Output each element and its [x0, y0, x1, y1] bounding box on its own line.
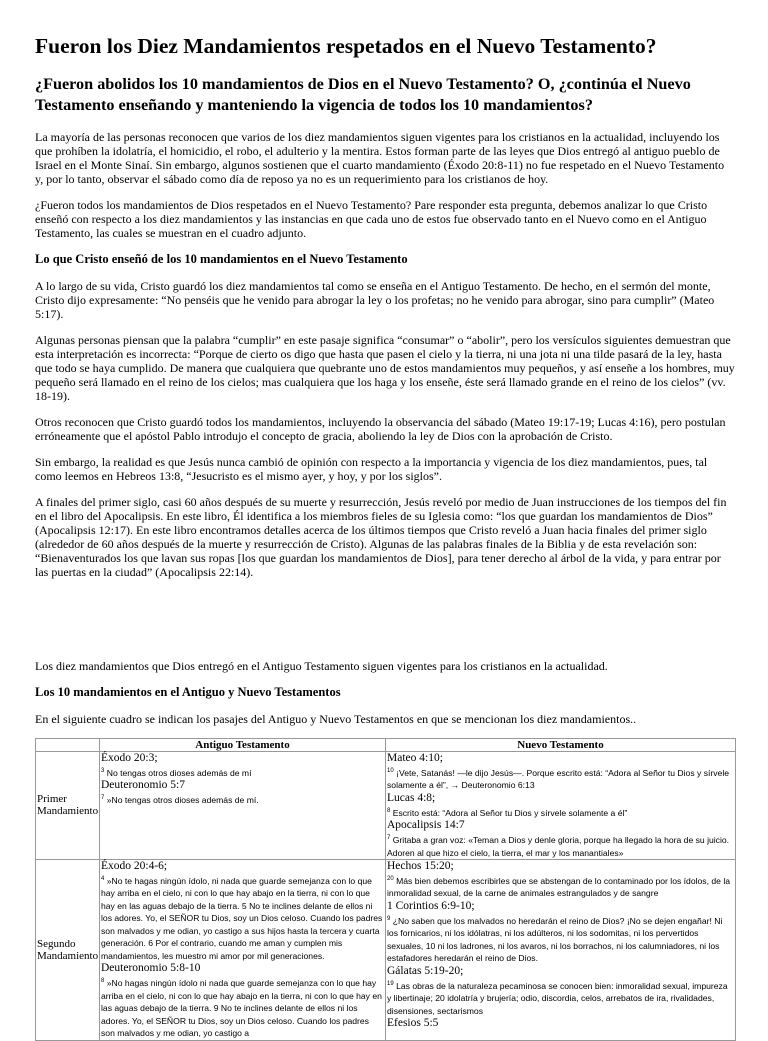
scripture-reference: Lucas 4:8; — [387, 791, 436, 804]
verse-number: 19 — [387, 980, 394, 987]
verse-text — [101, 873, 384, 962]
table-intro: En el siguiente cuadro se indican los pasajes del Antiguo y Nuevo Testamentos en que se mencionan los diez mandamientos.. — [35, 711, 637, 726]
intro-paragraph: La mayoría de las personas reconocen que varios de los diez mandamientos siguen vigentes para los cristianos en la actualidad, incluyendo los que prohíben la idolatría, el homicidio, el robo, el adulterio y la mentira. Estos forman parte de las leyes que Dios entregó al antiguo pueblo de Israel en el Monte Sinaí. Sin embargo, algunos sostienen que el cuarto mandamiento (Éxodo 20:8-11) no fue respetado en el Nuevo Testamento y, por lo tanto, observar el sábado como día de reposo ya no es un requerimiento para los cristianos de hoy. — [35, 129, 725, 186]
old-testament-cell — [100, 751, 386, 859]
table-row — [36, 860, 736, 1041]
body-paragraph: Algunas personas piensan que la palabra “cumplir” en este pasaje significa “consumar” o “abolir”, pero los versículos siguientes demuestran que esta interpretación es incorrecta: “Porque de cierto os digo que hasta que pasen el cielo y la tierra, ni una jota ni una tilde pasará de la ley, hasta que todo se haya cumplido. De manera que cualquiera que quebrante uno de estos mandamientos muy pequeños, y así enseñe a los hombres, muy pequeño será llamado en el reino de los cielos; mas cualquiera que los haga y los enseñe, éste será llamado grande en el reino de los cielos” (vv. 18-19). — [35, 332, 735, 403]
verse-body: ¡Vete, Satanás! —le dijo Jesús—. Porque escrito está: “Adora al Señor tu Dios y sírvele solamente a él”, → Deuteronomio 6:13 — [387, 767, 730, 791]
table-header-row — [36, 738, 736, 751]
verse-body: »No te hagas ningún ídolo, ni nada que guarde semejanza con lo que hay arriba en el cielo, ni con lo que hay abajo en la tierra, ni con lo que hay en las aguas debajo de la tierra. 5 No te inclines delante de ellos ni los adores. Yo, el SEÑOR tu Dios, soy un Dios celoso. Cuando los padres son malvados y me odian, yo castigo a sus hijos hasta la tercera y cuarta generación. 6 Por el contrario, cuando me aman y cumplen mis mandamientos, les muestro mi amor por mil generaciones. — [101, 875, 383, 961]
body-paragraph: A lo largo de su vida, Cristo guardó los diez mandamientos tal como se enseña en el Antiguo Testamento. De hecho, en el sermón del monte, Cristo dijo expresamente: “No penséis que he venido para abrogar la ley o los profetas; no he venido para abrogar, sino para cumplir” (Mateo 5:17). — [35, 278, 715, 321]
table-row — [36, 751, 736, 859]
verse-text — [101, 975, 384, 1039]
verse-body: Gritaba a gran voz: «Teman a Dios y denle gloria, porque ha llegado la hora de su juicio. Adoren al que hizo el cielo, la tierra, el mar y los manantiales» — [387, 835, 730, 858]
statement-paragraph: Los diez mandamientos que Dios entregó en el Antiguo Testamento siguen vigentes para los cristianos en la actualidad. — [35, 658, 608, 673]
scripture-reference: Efesios 5:5 — [387, 1017, 439, 1030]
article — [35, 34, 735, 1041]
verse-text — [387, 873, 734, 900]
verse-text — [101, 792, 384, 806]
scripture-reference: Éxodo 20:3; — [101, 751, 158, 764]
table-body — [36, 751, 736, 1040]
scripture-reference: Deuteronomio 5:7 — [101, 779, 185, 792]
table-header-cell: Nuevo Testamento — [386, 738, 736, 751]
verse-text — [387, 832, 734, 859]
scripture-reference: Deuteronomio 5:8-10 — [101, 962, 201, 975]
verse-number: 9 — [387, 915, 391, 922]
blank-space — [35, 591, 735, 659]
commandment-label: Segundo Mandamiento — [36, 860, 100, 1041]
verse-body: »No hagas ningún ídolo ni nada que guarde semejanza con lo que hay arriba en el cielo, ni con lo que hay abajo en la tierra, ni con lo que hay en las aguas debajo de la tierra. 9 No te inclines delante de ellos ni los adores. Yo, el SEÑOR tu Dios, soy un Dios celoso. Cuando los padres son malvados y me odian, yo castigo a — [101, 978, 382, 1039]
page-title: Fueron los Diez Mandamientos respetados en el Nuevo Testamento? — [35, 34, 657, 58]
table-header-cell — [36, 738, 100, 751]
body-paragraph: Otros reconocen que Cristo guardó todos los mandamientos, incluyendo la observancia del sábado (Mateo 19:17-19; Lucas 4:16), pero postulan erróneamente que el apóstol Pablo introdujo el concepto de gracia, aboliendo la ley de Dios con la aprobación de Cristo. — [35, 414, 726, 443]
body-paragraph: A finales del primer siglo, casi 60 años después de su muerte y resurrección, Jesús reveló por medio de Juan instrucciones de los tiempos del fin en el libro del Apocalipsis. En este libro, Él identifica a los miembros fieles de su Iglesia como: “los que guardan los mandamientos de Dios” (Apocalipsis 12:17). En este libro encontramos detalles acerca de los últimos tiempos que Cristo reveló a Juan hacia finales del primer siglo (alrededor de 60 años después de la muerte y resurrección de Cristo). Algunas de las palabras finales de la Biblia y de esta revelación son: “Bienaventurados los que lavan sus ropas [los que guardan los mandamientos de Dios], para tener derecho al árbol de la vida, y para entrar por las puertas en la ciudad” (Apocalipsis 22:14). — [35, 494, 727, 579]
scripture-reference: 1 Corintios 6:9-10; — [387, 899, 475, 912]
verse-number: 4 — [101, 876, 105, 882]
new-testament-cell — [386, 751, 736, 859]
section-heading: Lo que Cristo enseñó de los 10 mandamientos en el Nuevo Testamento — [35, 251, 408, 266]
verse-number: 3 — [101, 767, 105, 774]
verse-number: 20 — [387, 876, 394, 882]
commandment-label: Primer Mandamiento — [36, 751, 100, 859]
scripture-reference: Mateo 4:10; — [387, 751, 443, 764]
verse-body: ¿No saben que los malvados no heredarán el reino de Dios? ¡No se dejen engañar! Ni los fornicarios, ni los idólatras, ni los adúlteros, ni los sodomitas, ni los pervertidos sexuales, 10 ni los ladrones, ni los avaros, ni los borrachos, ni los calumniadores, ni los estafadores heredarán el reino de Dios. — [387, 915, 723, 964]
verse-body: Más bien debemos escribirles que se abstengan de lo contaminado por los ídolos, de la inmoralidad sexual, de la carne de animales estrangulados y de sangre — [387, 875, 731, 899]
verse-number: 7 — [101, 795, 105, 802]
old-testament-cell — [100, 860, 386, 1041]
intro-paragraph: ¿Fueron todos los mandamientos de Dios respetados en el Nuevo Testamento? Pare responder esta pregunta, debemos analizar lo que Cristo enseñó con respecto a los diez mandamientos y las instancias en que cada uno de estos fue observado tanto en el Nuevo como en el Antiguo Testamento, las cuales se muestran en el cuadro adjunto. — [35, 197, 708, 240]
scripture-reference: Gálatas 5:19-20; — [387, 964, 464, 977]
verse-number: 8 — [101, 978, 105, 985]
page-subtitle: ¿Fueron abolidos los 10 mandamientos de Dios en el Nuevo Testamento? O, ¿continúa el Nuevo Testamento enseñando y manteniendo la vigencia de todos los 10 mandamientos? — [35, 74, 691, 114]
verse-text — [387, 805, 734, 819]
verse-body: No tengas otros dioses además de mí — [106, 767, 252, 778]
scripture-reference: Éxodo 20:4-6; — [101, 860, 168, 872]
verse-body: »No tengas otros dioses además de mí. — [106, 795, 259, 806]
body-paragraph: Sin embargo, la realidad es que Jesús nunca cambió de opinión con respecto a la importancia y vigencia de los diez mandamientos, pues, tal como leemos en Hebreos 13:8, “Jesucristo es el mismo ayer, y hoy, y por los siglos”. — [35, 454, 708, 483]
verse-body: Las obras de la naturaleza pecaminosa se conocen bien: inmoralidad sexual, impureza y libertinaje; 20 idolatría y brujería; odio, discordia, celos, arrebatos de ira, rivalidades, disensiones, sectarismos — [387, 980, 728, 1016]
verse-body: Escrito está: “Adora al Señor tu Dios y sírvele solamente a él” — [392, 807, 628, 818]
new-testament-cell — [386, 860, 736, 1041]
verse-number: 7 — [387, 835, 391, 842]
table-header-cell: Antiguo Testamento — [100, 738, 386, 751]
verse-text — [387, 765, 734, 792]
commandments-table — [35, 738, 736, 1041]
verse-text — [101, 765, 384, 779]
section-heading: Los 10 mandamientos en el Antiguo y Nuevo Testamentos — [35, 684, 341, 699]
scripture-reference: Apocalipsis 14:7 — [387, 819, 465, 832]
scripture-reference: Hechos 15:20; — [387, 860, 454, 872]
verse-text — [387, 978, 734, 1017]
verse-text — [387, 913, 734, 965]
verse-number: 8 — [387, 807, 391, 814]
verse-number: 10 — [387, 767, 394, 774]
